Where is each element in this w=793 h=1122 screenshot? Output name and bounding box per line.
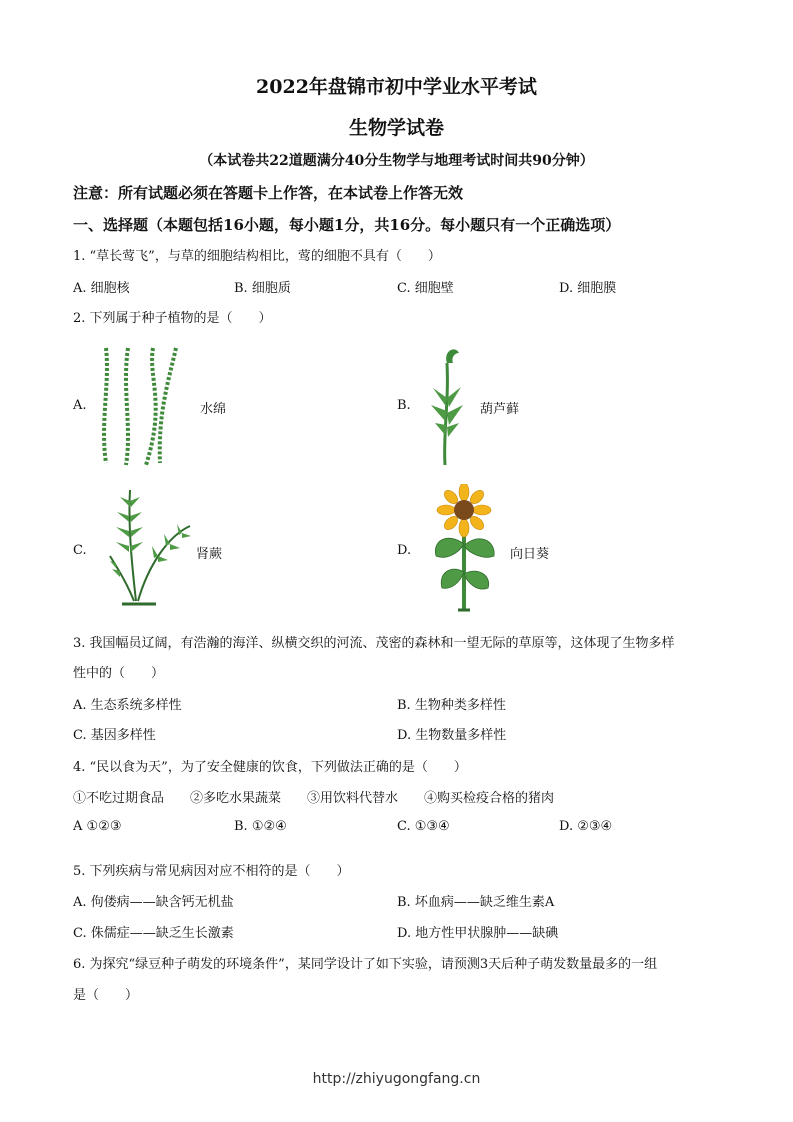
q3-option-c: C. 基因多样性 (73, 728, 156, 743)
footer-url: http://zhiyugongfang.cn (312, 1071, 481, 1087)
q5-option-d: D. 地方性甲状腺肿——缺碘 (397, 926, 559, 941)
q2-option-d-letter: D. (397, 543, 412, 558)
question-1-stem: 1. “草长莺飞”，与草的细胞结构相比，莺的细胞不具有（ ） (73, 249, 441, 264)
q2-option-c-name: 肾蕨 (196, 547, 223, 562)
fern-image (108, 486, 193, 608)
notice: 注意：所有试题必须在答题卡上作答，在本试卷上作答无效 (73, 184, 464, 202)
question-3-stem-line1: 3. 我国幅员辽阔，有浩瀚的海洋、纵横交织的河流、茂密的森林和一望无际的草原等，这体现了生物多样 (73, 636, 675, 651)
q2-option-c-letter: C. (73, 543, 87, 558)
q1-option-d: D. 细胞膜 (559, 281, 617, 296)
q2-option-b-name: 葫芦藓 (480, 402, 520, 417)
q3-option-d: D. 生物数量多样性 (397, 728, 507, 743)
q4-option-d: D. ②③④ (559, 819, 613, 834)
q4-option-a: A ①②③ (73, 819, 122, 834)
q3-option-a: A. 生态系统多样性 (73, 698, 182, 713)
q2-option-a-letter: A. (73, 398, 87, 413)
q5-option-c: C. 侏儒症——缺乏生长激素 (73, 926, 234, 941)
q2-option-d-name: 向日葵 (510, 547, 550, 562)
sunflower-image (428, 484, 500, 614)
question-4-items: ①不吃过期食品 ②多吃水果蔬菜 ③用饮料代替水 ④购买检疫合格的猪肉 (73, 791, 555, 806)
q5-option-b: B. 坏血病——缺乏维生素A (397, 895, 555, 910)
page-title: 2022年盘锦市初中学业水平考试 (256, 76, 537, 98)
question-3-stem-line2: 性中的（ ） (73, 666, 165, 681)
q4-option-c: C. ①③④ (397, 819, 450, 834)
section-heading: 一、选择题（本题包括16小题，每小题1分，共16分。每小题只有一个正确选项） (73, 216, 621, 234)
q2-option-b-letter: B. (397, 398, 411, 413)
question-6-stem-line1: 6. 为探究“绿豆种子萌发的环境条件”，某同学设计了如下实验，请预测3天后种子萌发数量最多的一组 (73, 957, 658, 972)
exam-note: （本试卷共22道题满分40分生物学与地理考试时间共90分钟） (199, 153, 594, 169)
question-2-stem: 2. 下列属于种子植物的是（ ） (73, 311, 272, 326)
q4-option-b: B. ①②④ (234, 819, 287, 834)
question-6-stem-line2: 是（ ） (73, 988, 139, 1003)
q5-option-a: A. 佝偻病——缺含钙无机盐 (73, 895, 234, 910)
q1-option-a: A. 细胞核 (73, 281, 130, 296)
q1-option-b: B. 细胞质 (234, 281, 291, 296)
q3-option-b: B. 生物种类多样性 (397, 698, 506, 713)
q1-option-c: C. 细胞壁 (397, 281, 454, 296)
moss-image (425, 343, 470, 468)
question-5-stem: 5. 下列疾病与常见病因对应不相符的是（ ） (73, 864, 350, 879)
paper-subtitle: 生物学试卷 (348, 117, 444, 139)
spirogyra-image (98, 343, 188, 468)
question-4-stem: 4. “民以食为天”，为了安全健康的饮食，下列做法正确的是（ ） (73, 760, 467, 775)
q2-option-a-name: 水绵 (200, 402, 227, 417)
